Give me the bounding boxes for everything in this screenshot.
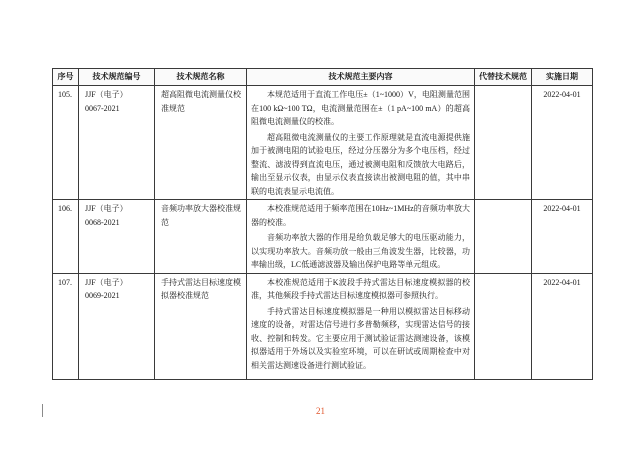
spec-name: 手持式雷达目标速度模拟器校准规范	[155, 273, 247, 379]
row-serial-number: 106.	[53, 200, 79, 274]
spec-code: JJF（电子） 0067-2021	[79, 86, 155, 200]
spec-code: JJF（电子） 0069-2021	[79, 273, 155, 379]
effective-date: 2022-04-01	[532, 86, 593, 200]
replaced-spec	[475, 86, 532, 200]
spec-content	[247, 86, 475, 200]
header-serial-number: 序号	[53, 69, 79, 86]
spec-name: 音频功率放大器校准规范	[155, 200, 247, 274]
content-paragraph: 手持式雷达目标速度模拟器是一种用以模拟雷达目标移动速度的设备，对雷达信号进行多普勒频移，实现雷达信号的接收、控制和转发。它主要应用于测试验证雷达测速设备，该模拟器适用于外场以及实验室环境，可以在研试或周期检查中对相关雷达测速设备进行测试验证。	[251, 306, 470, 370]
table-header-row	[53, 69, 593, 86]
header-spec-name: 技术规范名称	[155, 69, 247, 86]
spec-name: 超高阻微电流测量仪校准规范	[155, 86, 247, 200]
row-serial-number: 107.	[53, 273, 79, 379]
spec-code: JJF（电子） 0068-2021	[79, 200, 155, 274]
table-row	[53, 86, 593, 200]
row-serial-number: 105.	[53, 86, 79, 200]
header-effective-date: 实施日期	[532, 69, 593, 86]
header-spec-content: 技术规范主要内容	[247, 69, 475, 86]
spec-content	[247, 273, 475, 379]
content-paragraph: 本规范适用于直流工作电压±（1~1000）V，电阻测量范围在100 kΩ~100 TΩ，电流测量范围在±（1 pA~100 mA）的超高阻微电流测量仪的校准。	[251, 90, 470, 126]
header-replaced-spec: 代替技术规范	[475, 69, 532, 86]
content-paragraph: 超高阻微电流测量仪的主要工作原理就是直流电源提供施加于被测电阻的试验电压，经过分压器分为多个电压档，经过整流、滤波得到直流电压，通过被测电阻和反馈放大电路后，输出至显示仪表，由显示仪表直接读出被测电阻的值，其中串联的电流表显示电流值。	[251, 132, 470, 196]
spec-content	[247, 200, 475, 274]
header-spec-code: 技术规范编号	[79, 69, 155, 86]
content-paragraph: 本校准规范适用于K波段手持式雷达目标速度模拟器的校准，其他频段手持式雷达目标速度模拟器可参照执行。	[251, 277, 470, 300]
page-number: 21	[316, 406, 325, 416]
table-row	[53, 200, 593, 274]
replaced-spec	[475, 273, 532, 379]
effective-date: 2022-04-01	[532, 273, 593, 379]
content-paragraph: 音频功率放大器的作用是给负载足够大的电压驱动能力，以实现功率放大。音频功放一般由三角波发生器，比较器，功率输出级，LC低通滤波器及输出保护电路等单元组成。	[251, 233, 470, 269]
spec-table	[52, 68, 593, 380]
replaced-spec	[475, 200, 532, 274]
content-paragraph: 本校准规范适用于频率范围在10Hz~1MHz的音频功率放大器的校准。	[251, 204, 470, 227]
table-row	[53, 273, 593, 379]
effective-date: 2022-04-01	[532, 200, 593, 274]
